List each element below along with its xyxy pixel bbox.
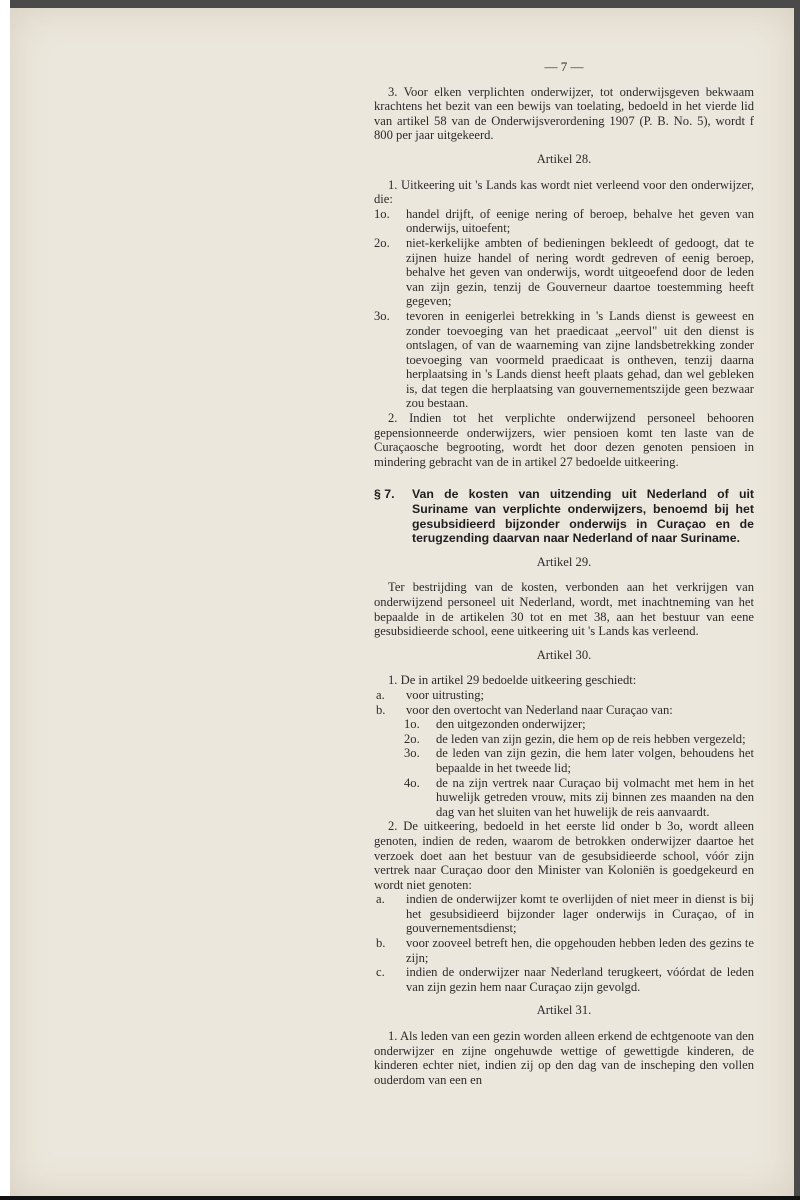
item-text: voor uitrusting; bbox=[406, 687, 485, 702]
item-text: handel drijft, of eenige nering of beroep, behalve het geven van onderwijs, uitoefent; bbox=[406, 206, 754, 236]
art28-paragraph-1: 1. Uitkeering uit 's Lands kas wordt niet verleend voor den onderwijzer, die: bbox=[374, 177, 754, 207]
article-29-heading: Artikel 29. bbox=[536, 554, 592, 569]
art30-item-b bbox=[374, 703, 754, 718]
item-label: a. bbox=[376, 892, 385, 907]
item-text: indien de onderwijzer komt te overlijden of niet meer in dienst is bij het gesubsidieerd bijzonder lager onderwijs in Curaçao, of in gouvernementsdienst; bbox=[406, 892, 754, 936]
item-label: 3o. bbox=[404, 746, 420, 761]
item-label: 1o. bbox=[374, 206, 390, 221]
item-label: a. bbox=[376, 687, 385, 702]
item-text: den uitgezonden onderwijzer; bbox=[436, 717, 586, 732]
item-label: 2o. bbox=[374, 235, 390, 250]
section-7-heading bbox=[374, 487, 754, 545]
page-number: — 7 — bbox=[544, 59, 584, 74]
scan-left-margin bbox=[0, 0, 10, 1200]
art30-b-item-4 bbox=[374, 776, 754, 820]
section-mark: § 7. bbox=[374, 487, 395, 502]
art29-paragraph-1: Ter bestrijding van de kosten, verbonden aan het verkrijgen van onderwijzend personeel uit Nederland, wordt, met inachtneming van het bepaalde in de artikelen 30 tot en met 38, aan het bestuur van eene gesubsidieerde school, eene uitkeering uit 's Lands kas verleend. bbox=[374, 580, 754, 639]
art28-paragraph-2: 2. Indien tot het verplichte onderwijzend personeel behooren gepensionneerde onderwijzers, wier pensioen komt ten laste van de Curaçaosche begrooting, wordt het door dezen genoten pensioen in mindering gebracht van de in artikel 27 bedoelde uitkeering. bbox=[374, 411, 754, 469]
section-title: Van de kosten van uitzending uit Nederland of uit Suriname van verplichte onderwijzers, benoemd bij het gesubsidieerd bijzonder onderwijs in Curaçao en de terugzending daarvan naar Nederland of naar Suriname. bbox=[412, 487, 754, 546]
art28-item-3 bbox=[374, 309, 754, 411]
item-text: niet-kerkelijke ambten of bedieningen bekleedt of gedoogt, dat te zijnen huize handel of nering wordt gedreven of eenig beroep, behalve het geven van onderwijs, wordt uitgeoefend door de leden van zijn gezin, tenzij de Gouverneur daartoe toestemming heeft gegeven; bbox=[406, 235, 754, 309]
item-label: 4o. bbox=[404, 775, 420, 790]
art30-b-item-2 bbox=[374, 732, 754, 747]
article-31-heading: Artikel 31. bbox=[536, 1003, 592, 1018]
article-28-heading: Artikel 28. bbox=[536, 151, 592, 166]
art30-item-a bbox=[374, 688, 754, 703]
item-label: 2o. bbox=[404, 731, 420, 746]
item-label: c. bbox=[376, 965, 385, 980]
art27-paragraph-3: 3. Voor elken verplichten onderwijzer, tot onderwijsgeven bekwaam krachtens het bezit van een bewijs van toelating, bedoeld in het vierde lid van artikel 58 van de Onderwijsverordening 1907 (P. B. No. 5), wordt f 800 per jaar uitgekeerd. bbox=[374, 84, 754, 143]
scan-bottom-edge bbox=[0, 1196, 800, 1200]
art30-b-item-1 bbox=[374, 717, 754, 732]
item-label: 3o. bbox=[374, 308, 390, 323]
page-text-column bbox=[374, 60, 754, 1087]
item-text: de na zijn vertrek naar Curaçao bij volmacht met hem in het huwelijk getreden vrouw, mits zij binnen zes maanden na den dag van het sluiten van het huwelijk de reis aanvaardt. bbox=[436, 775, 754, 819]
item-text: de leden van zijn gezin, die hem later volgen, behoudens het bepaalde in het tweede lid; bbox=[436, 746, 754, 775]
art30-p2-item-a bbox=[374, 892, 754, 936]
art28-item-1 bbox=[374, 207, 754, 236]
art28-item-2 bbox=[374, 236, 754, 309]
item-label: b. bbox=[376, 702, 386, 717]
item-text: indien de onderwijzer naar Nederland terugkeert, vóórdat de leden van zijn gezin hem naar Curaçao zijn gevolgd. bbox=[406, 965, 754, 994]
item-label: 1o. bbox=[404, 717, 420, 732]
art30-paragraph-1: 1. De in artikel 29 bedoelde uitkeering geschiedt: bbox=[388, 673, 637, 688]
art30-paragraph-2: 2. De uitkeering, bedoeld in het eerste lid onder b 3o, wordt alleen genoten, indien de reden, waarom de betrokken onderwijzer daartoe het verzoek doet aan het bestuur van de gesubsidieerde school, vóór zijn vertrek naar Curaçao door den Minister van Koloniën is goedgekeurd en wordt niet genoten: bbox=[374, 819, 754, 892]
art31-paragraph-1: 1. Als leden van een gezin worden alleen erkend de echtgenoote van den onderwijzer en zijne ongehuwde wettige of gewettigde kinderen, de kinderen echter niet, indien zij op den dag van de inscheping den vollen ouderdom van een en bbox=[374, 1029, 754, 1087]
art30-b-item-3 bbox=[374, 746, 754, 775]
article-30-heading: Artikel 30. bbox=[536, 647, 592, 662]
item-label: b. bbox=[376, 936, 386, 951]
item-text: tevoren in eenigerlei betrekking in 's Lands dienst is geweest en zonder toevoeging van het praedicaat „eervol" uit den dienst is ontslagen, of van de waarneming van zijne landsbetrekking zonder toevoeging van voormeld praedicaat is ontheven, tenzij daarna herplaatsing in 's Lands dienst heeft plaats gehad, dan wel gebleken is, dat tegen die herplaatsing van gouvernementszijde geen bezwaar zou bestaan. bbox=[406, 308, 754, 411]
item-text: de leden van zijn gezin, die hem op de reis hebben vergezeld; bbox=[436, 731, 746, 746]
item-text: voor zooveel betreft hen, die opgehouden hebben leden des gezins te zijn; bbox=[406, 936, 754, 965]
item-text: voor den overtocht van Nederland naar Curaçao van: bbox=[406, 702, 673, 717]
art30-p2-item-c bbox=[374, 965, 754, 994]
art30-p2-item-b bbox=[374, 936, 754, 965]
